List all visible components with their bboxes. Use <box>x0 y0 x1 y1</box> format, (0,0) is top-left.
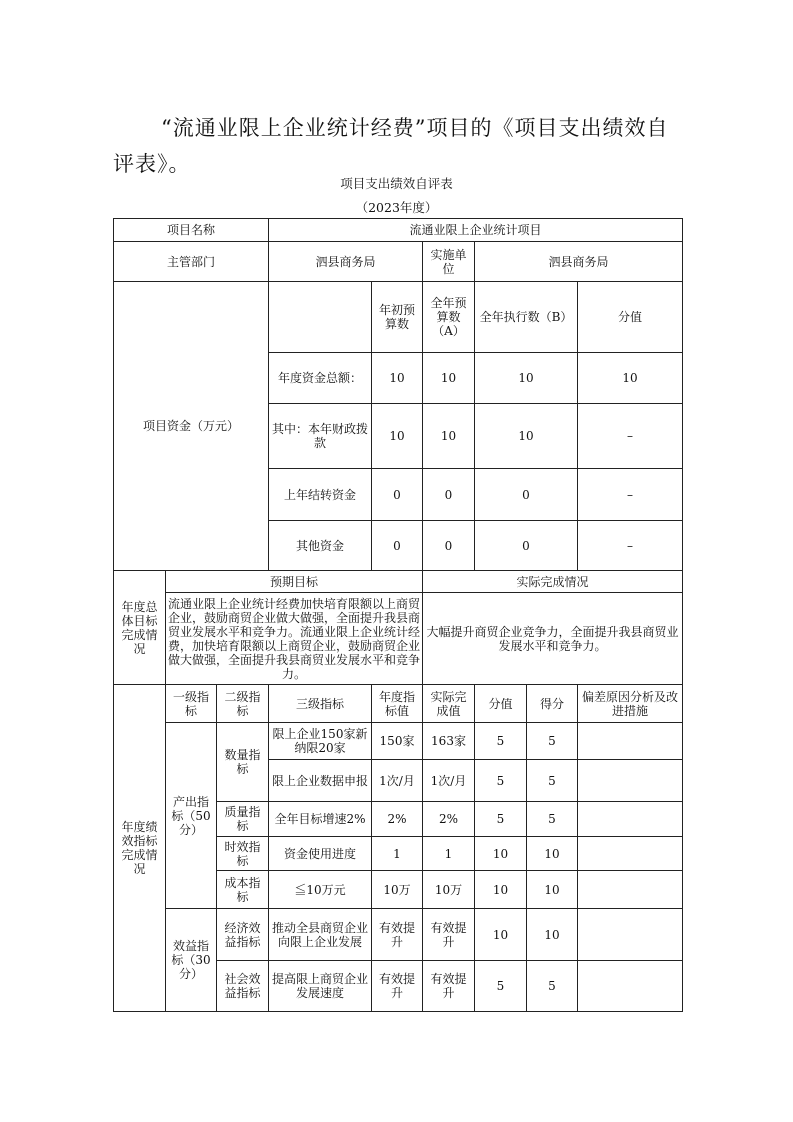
funds-header-row <box>114 282 683 353</box>
deviation-analysis <box>578 961 683 1012</box>
funds-cell: 10 <box>423 353 475 404</box>
annual-target-value: 150家 <box>372 723 423 760</box>
actual-value: 有效提升 <box>423 961 475 1012</box>
score: 5 <box>527 961 578 1012</box>
score-value: 5 <box>475 961 527 1012</box>
department-value: 泗县商务局 <box>269 242 423 282</box>
score: 5 <box>527 802 578 837</box>
score-value: 10 <box>475 909 527 961</box>
expected-goal-text: 流通业限上企业统计经费加快培育限额以上商贸企业，鼓励商贸企业做大做强，全面提升我县商贸业发展水平和竞争力。流通业限上企业统计经费，加快培育限额以上商贸企业，鼓励商贸企业做大做强，全面提升我县商贸业发展水平和竞争力。 <box>166 593 423 685</box>
economic-benefit-label: 经济效益指标 <box>217 909 269 961</box>
self-evaluation-table <box>113 218 683 1012</box>
actual-value: 1 <box>423 837 475 871</box>
table-year: （2023年度） <box>355 200 438 215</box>
level3-indicator: ≦10万元 <box>269 871 372 909</box>
output-indicator-label: 产出指标（50分） <box>166 723 217 909</box>
funds-header: 分值 <box>578 282 683 353</box>
deviation-analysis <box>578 909 683 961</box>
score-value: 5 <box>475 760 527 802</box>
indicator-header: 偏差原因分析及改进措施 <box>578 685 683 723</box>
funds-cell: 10 <box>475 404 578 469</box>
funds-cell: 10 <box>372 353 423 404</box>
score-value: 10 <box>475 837 527 871</box>
table-title: 项目支出绩效自评表 <box>340 176 453 191</box>
funds-row-name: 上年结转资金 <box>269 469 372 521</box>
indicator-header: 二级指标 <box>217 685 269 723</box>
implementing-unit-label: 实施单位 <box>423 242 475 282</box>
cost-indicator-label: 成本指标 <box>217 871 269 909</box>
funds-corner-cell <box>269 282 372 353</box>
funds-cell: – <box>578 404 683 469</box>
indicator-header-row <box>114 685 683 723</box>
funds-cell: 0 <box>423 469 475 521</box>
score: 10 <box>527 909 578 961</box>
project-name-value: 流通业限上企业统计项目 <box>269 219 683 242</box>
indicator-header: 分值 <box>475 685 527 723</box>
deviation-analysis <box>578 837 683 871</box>
funds-row-name: 年度资金总额： <box>269 353 372 404</box>
score: 5 <box>527 760 578 802</box>
actual-value: 163家 <box>423 723 475 760</box>
goals-content-row <box>114 593 683 685</box>
annual-target-value: 有效提升 <box>372 909 423 961</box>
project-name-row <box>114 219 683 242</box>
department-row <box>114 242 683 282</box>
actual-value: 2% <box>423 802 475 837</box>
score: 5 <box>527 723 578 760</box>
funds-header: 年初预算数 <box>372 282 423 353</box>
indicator-row <box>114 723 683 760</box>
goals-header-row <box>114 571 683 593</box>
performance-indicator-label: 年度绩效指标完成情况 <box>114 685 166 1012</box>
actual-value: 1次/月 <box>423 760 475 802</box>
level3-indicator: 限上企业150家新纳限20家 <box>269 723 372 760</box>
deviation-analysis <box>578 802 683 837</box>
funds-cell: 0 <box>475 469 578 521</box>
timeliness-indicator-label: 时效指标 <box>217 837 269 871</box>
level3-indicator: 推动全县商贸企业向限上企业发展 <box>269 909 372 961</box>
annual-target-value: 有效提升 <box>372 961 423 1012</box>
indicator-row <box>114 909 683 961</box>
indicator-header: 一级指标 <box>166 685 217 723</box>
score: 10 <box>527 871 578 909</box>
funds-cell: 0 <box>372 469 423 521</box>
project-name-label: 项目名称 <box>114 219 269 242</box>
funds-row-name: 其中：本年财政拨款 <box>269 404 372 469</box>
funds-cell: 10 <box>372 404 423 469</box>
quality-indicator-label: 质量指标 <box>217 802 269 837</box>
annual-target-value: 1 <box>372 837 423 871</box>
score-value: 5 <box>475 723 527 760</box>
funds-header: 全年预算数（A） <box>423 282 475 353</box>
annual-target-value: 2% <box>372 802 423 837</box>
actual-value: 10万 <box>423 871 475 909</box>
annual-target-value: 10万 <box>372 871 423 909</box>
score: 10 <box>527 837 578 871</box>
score-value: 10 <box>475 871 527 909</box>
level3-indicator: 全年目标增速2% <box>269 802 372 837</box>
annual-goal-label: 年度总体目标完成情况 <box>114 571 166 685</box>
funds-cell: 0 <box>475 521 578 571</box>
deviation-analysis <box>578 871 683 909</box>
funds-cell: 0 <box>423 521 475 571</box>
deviation-analysis <box>578 723 683 760</box>
funds-header: 全年执行数（B） <box>475 282 578 353</box>
level3-indicator: 资金使用进度 <box>269 837 372 871</box>
level3-indicator: 提高限上商贸企业发展速度 <box>269 961 372 1012</box>
expected-goal-header: 预期目标 <box>166 571 423 593</box>
actual-completion-text: 大幅提升商贸企业竞争力，全面提升我县商贸业发展水平和竞争力。 <box>423 593 683 685</box>
actual-completion-header: 实际完成情况 <box>423 571 683 593</box>
annual-target-value: 1次/月 <box>372 760 423 802</box>
quantity-indicator-label: 数量指标 <box>217 723 269 802</box>
department-label: 主管部门 <box>114 242 269 282</box>
funds-cell: – <box>578 469 683 521</box>
social-benefit-label: 社会效益指标 <box>217 961 269 1012</box>
indicator-header: 三级指标 <box>269 685 372 723</box>
benefit-indicator-label: 效益指标（30分） <box>166 909 217 1012</box>
indicator-header: 得分 <box>527 685 578 723</box>
funds-cell: 0 <box>372 521 423 571</box>
indicator-header: 实际完成值 <box>423 685 475 723</box>
funds-cell: 10 <box>578 353 683 404</box>
score-value: 5 <box>475 802 527 837</box>
funds-cell: 10 <box>475 353 578 404</box>
funds-cell: 10 <box>423 404 475 469</box>
implementing-unit-value: 泗县商务局 <box>475 242 683 282</box>
project-funds-label: 项目资金（万元） <box>114 282 269 571</box>
actual-value: 有效提升 <box>423 909 475 961</box>
indicator-header: 年度指标值 <box>372 685 423 723</box>
document-heading: “流通业限上企业统计经费”项目的《项目支出绩效自评表》。 <box>113 116 669 176</box>
deviation-analysis <box>578 760 683 802</box>
funds-row-name: 其他资金 <box>269 521 372 571</box>
funds-cell: – <box>578 521 683 571</box>
level3-indicator: 限上企业数据申报 <box>269 760 372 802</box>
